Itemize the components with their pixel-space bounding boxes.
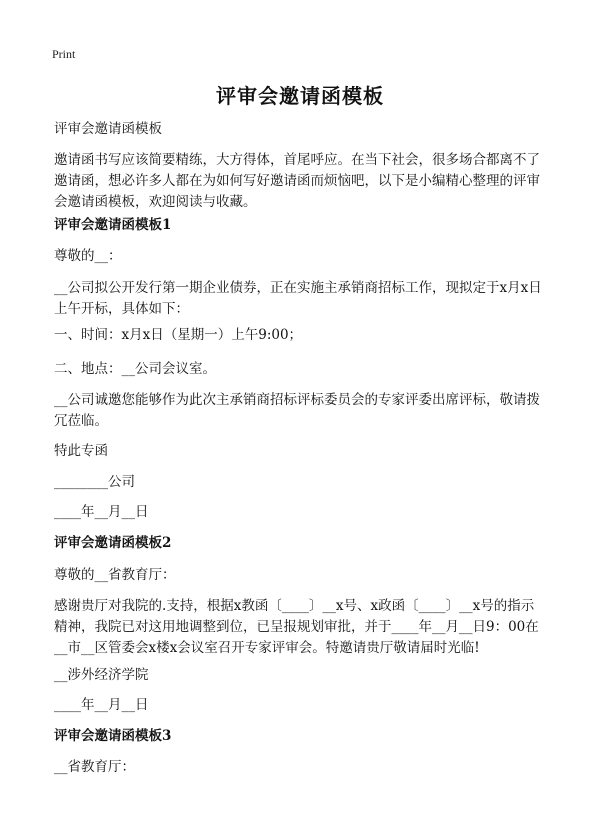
- section-2-salutation: 尊敬的__省教育厅：: [54, 567, 176, 583]
- section-1-heading: 评审会邀请函模板1: [54, 217, 172, 233]
- section-3-salutation: __省教育厅：: [54, 759, 135, 775]
- section-3-heading: 评审会邀请函模板3: [54, 728, 172, 744]
- subtitle: 评审会邀请函模板: [54, 121, 162, 137]
- section-1-body2-line-2: 冗莅临。: [54, 413, 108, 429]
- section-1-time: 一、时间：x月x日（星期一）上午9:00；: [54, 327, 303, 343]
- section-1-closing: 特此专函: [54, 443, 108, 459]
- intro-line-2: 邀请函，想必许多人都在为如何写好邀请函而烦恼吧，以下是小编精心整理的评审: [54, 173, 540, 189]
- section-2-heading: 评审会邀请函模板2: [54, 535, 172, 551]
- intro-line-1: 邀请函书写应该简要精练，大方得体，首尾呼应。在当下社会，很多场合都离不了: [54, 152, 540, 168]
- document-title: 评审会邀请函模板: [216, 84, 384, 108]
- section-1-body-line-1: __公司拟公开发行第一期企业债券，正在实施主承销商招标工作，现拟定于x月x日: [54, 280, 542, 296]
- section-1-salutation: 尊敬的__：: [54, 248, 122, 264]
- section-2-body-line-3: __市__区管委会x楼x会议室召开专家评审会。特邀请贵厅敬请届时光临!: [54, 640, 480, 656]
- section-2-body-line-1: 感谢贵厅对我院的.支持，根据x教函〔____〕__x号、x政函〔____〕__x号的指示: [54, 598, 535, 614]
- section-1-place: 二、地点：__公司会议室。: [54, 361, 216, 377]
- section-1-company: ________公司: [54, 474, 135, 490]
- section-2-signer: __涉外经济学院: [54, 667, 149, 683]
- section-1-body-line-2: 上午开标，具体如下：: [54, 301, 189, 317]
- section-1-body2-line-1: __公司诚邀您能够作为此次主承销商招标评标委员会的专家评委出席评标，敬请拨: [54, 392, 540, 408]
- section-1-date: ____年__月__日: [54, 504, 149, 520]
- print-label[interactable]: Print: [52, 47, 76, 61]
- section-2-body-line-2: 精神，我院已对这用地调整到位，已呈报规划审批，并于____年__月__日9：00在: [54, 619, 539, 635]
- section-2-date: ____年__月__日: [54, 697, 149, 713]
- intro-line-3: 会邀请函模板，欢迎阅读与收藏。: [54, 194, 257, 210]
